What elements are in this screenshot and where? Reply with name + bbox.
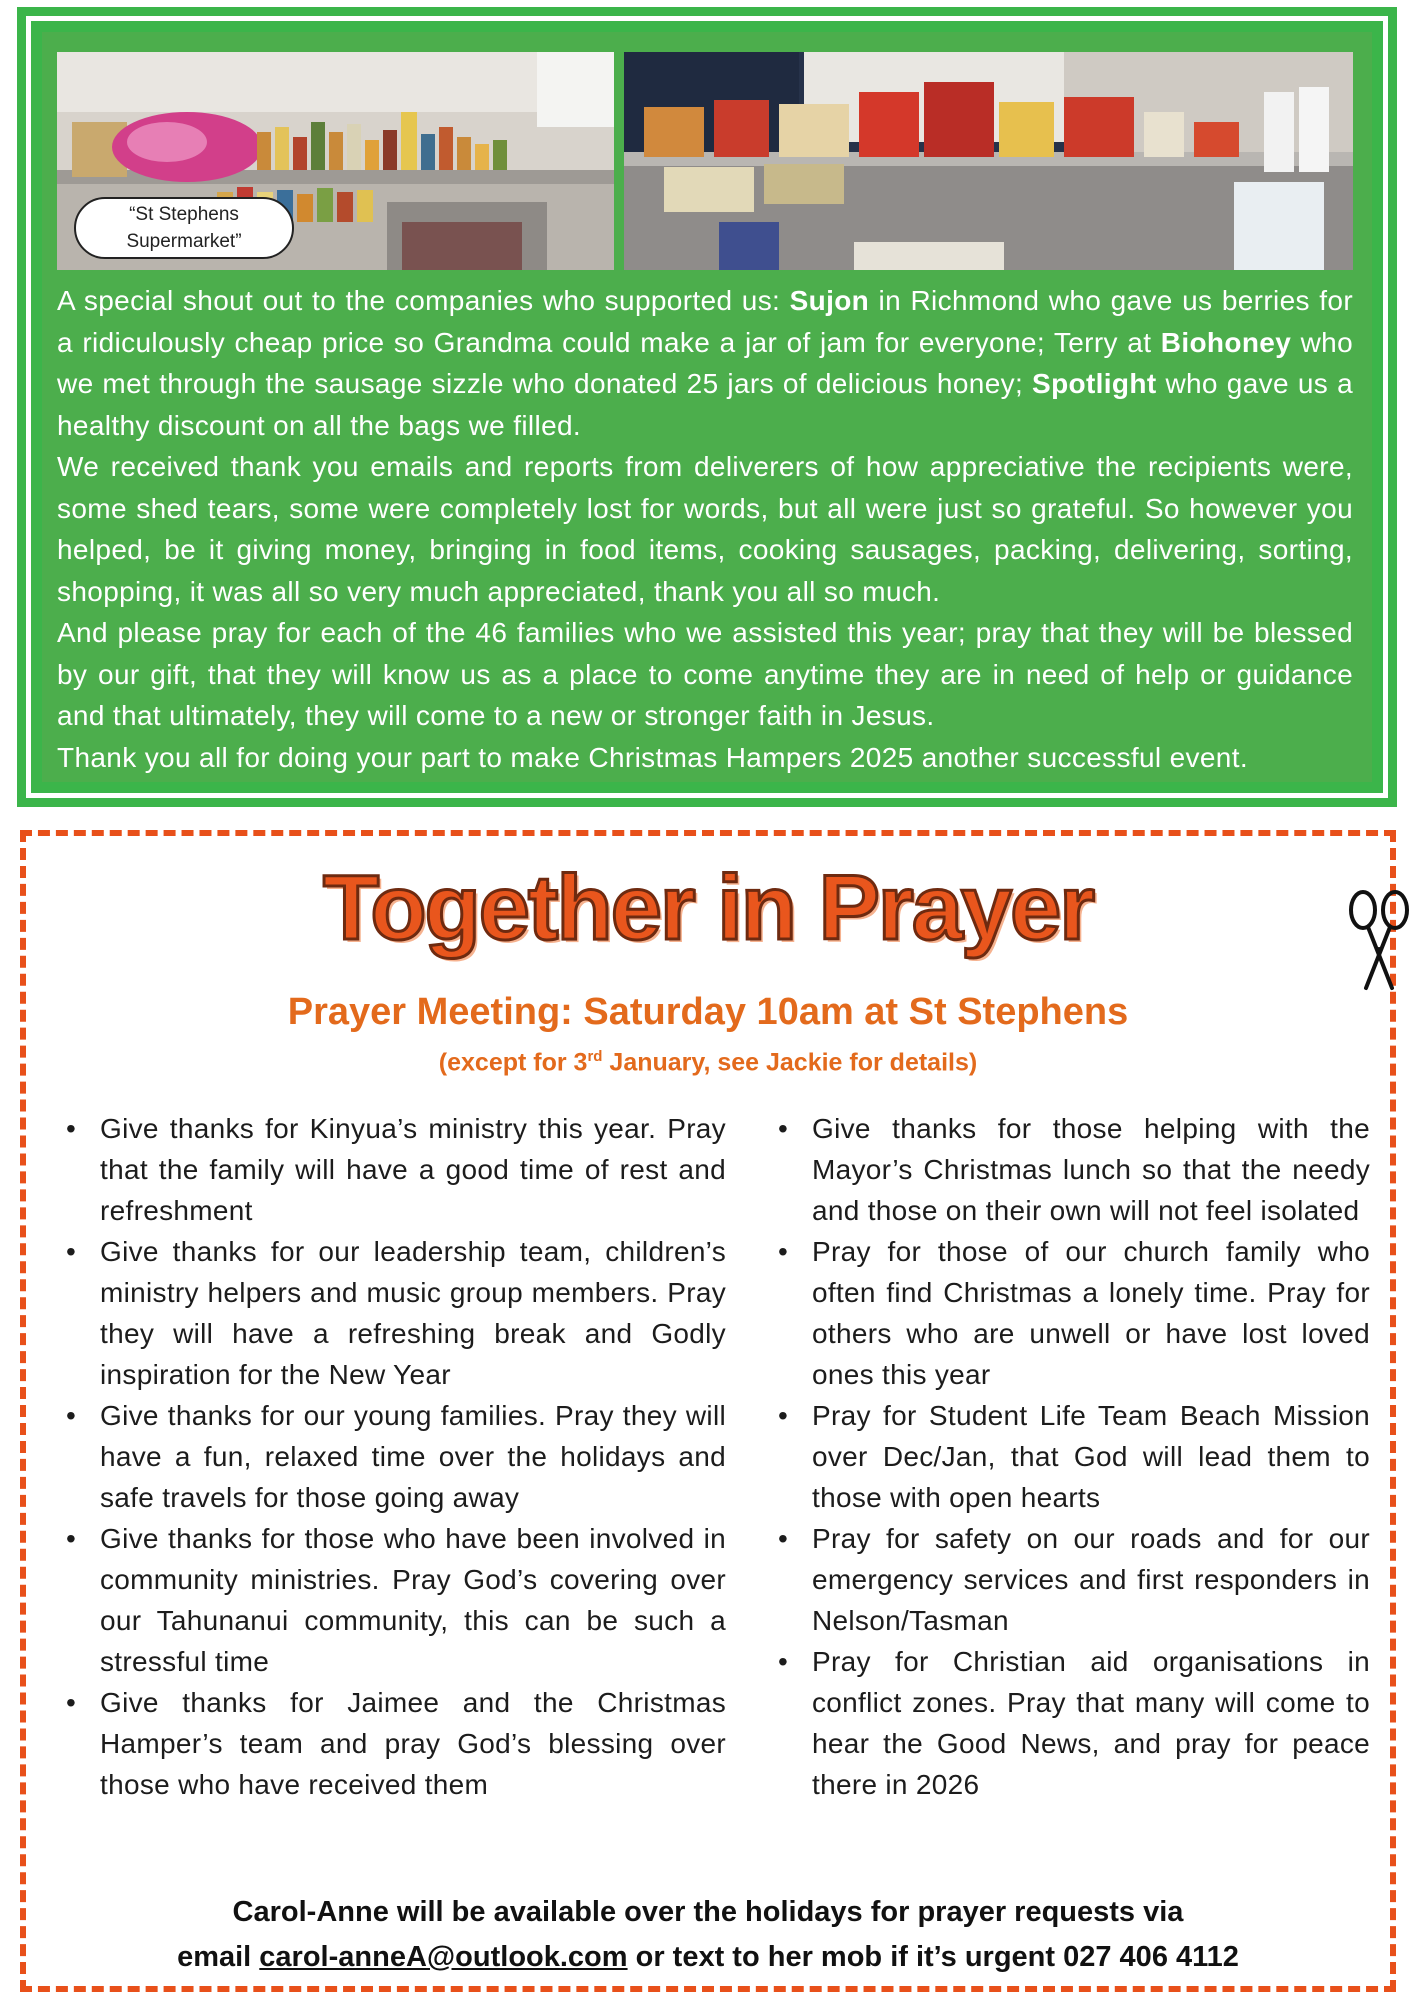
list-item-text: Give thanks for Jaimee and the Christmas Hamper’s team and pray God’s blessing over those who have received them xyxy=(100,1687,726,1800)
list-item-text: Pray for those of our church family who often find Christmas a lonely time. Pray for others who are unwell or have lost loved ones this year xyxy=(812,1236,1370,1390)
except-text-a: (except for 3 xyxy=(438,1048,588,1077)
prayer-section xyxy=(20,830,1396,1992)
supermarket-photo-right xyxy=(624,52,1353,270)
bullet-icon: • xyxy=(66,1523,77,1554)
bullet-icon: • xyxy=(778,1646,789,1677)
bullet-icon: • xyxy=(778,1236,789,1267)
spotlight-name: Spotlight xyxy=(1032,368,1157,399)
caption-line-1: “St Stephens xyxy=(129,204,239,225)
hampers-paragraph-2: We received thank you emails and reports from deliverers of how appreciative the recipients were, some shed tears, some were completely lost for words, but all were just so grateful. So however you helped, be it giving money, bringing in food items, cooking sausages, packing, delivering, sorting, shopping, it was all so very much appreciated, thank you all so much. xyxy=(57,451,1353,607)
list-item xyxy=(776,1231,1370,1395)
list-item xyxy=(64,1231,726,1395)
list-item xyxy=(776,1108,1370,1231)
bullet-icon: • xyxy=(778,1523,789,1554)
prayer-footer xyxy=(26,1890,1390,1980)
email-link[interactable]: carol-anneA@outlook.com xyxy=(259,1941,628,1973)
bullet-icon: • xyxy=(66,1400,77,1431)
bullet-icon: • xyxy=(778,1400,789,1431)
bullet-icon: • xyxy=(66,1687,77,1718)
list-item xyxy=(776,1395,1370,1518)
footer-line-2 xyxy=(26,1935,1390,1980)
list-item-text: Give thanks for those who have been involved in community ministries. Pray God’s covering over our Tahunanui community, this can be such a stressful time xyxy=(100,1523,726,1677)
photo-caption xyxy=(74,197,294,259)
hampers-text xyxy=(57,280,1353,778)
list-item-text: Give thanks for those helping with the Mayor’s Christmas lunch so that the needy and those on their own will not feel isolated xyxy=(812,1113,1370,1226)
list-item xyxy=(776,1641,1370,1805)
list-item-text: Give thanks for Kinyua’s ministry this year. Pray that the family will have a good time of rest and refreshment xyxy=(100,1113,726,1226)
hampers-panel xyxy=(42,32,1372,782)
list-item xyxy=(64,1682,726,1805)
hampers-section xyxy=(17,7,1397,807)
scissors-icon xyxy=(1346,888,1412,992)
list-item-text: Pray for Christian aid organisations in conflict zones. Pray that many will come to hear the Good News, and pray for peace there in 2026 xyxy=(812,1646,1370,1800)
prayer-meeting-heading: Prayer Meeting: Saturday 10am at St Stephens xyxy=(287,991,1129,1033)
sujon-name: Sujon xyxy=(789,285,870,316)
footer-line-1: Carol-Anne will be available over the holidays for prayer requests via xyxy=(232,1896,1184,1928)
except-superscript: rd xyxy=(587,1048,603,1065)
list-item xyxy=(64,1518,726,1682)
list-item-text: Pray for safety on our roads and for our emergency services and first responders in Nelson/Tasman xyxy=(812,1523,1370,1636)
p1-text-a: A special shout out to the companies who supported us: xyxy=(57,285,790,316)
bullet-icon: • xyxy=(66,1236,77,1267)
list-item xyxy=(776,1518,1370,1641)
caption-line-2: Supermarket” xyxy=(126,231,242,252)
bullet-icon: • xyxy=(778,1113,789,1144)
prayer-meeting-exception xyxy=(26,1040,1390,1079)
list-item-text: Pray for Student Life Team Beach Mission over Dec/Jan, that God will lead them to those with open hearts xyxy=(812,1400,1370,1513)
except-text-b: January, see Jackie for details) xyxy=(602,1048,978,1077)
hampers-paragraph-4: Thank you all for doing your part to make Christmas Hampers 2025 another successful event. xyxy=(57,741,1248,773)
bullet-icon: • xyxy=(66,1113,77,1144)
p1-text-d: who gave us a healthy discount on all the bags we filled. xyxy=(57,368,1353,441)
supermarket-photo-left xyxy=(57,52,614,270)
prayer-list-right xyxy=(776,1108,1370,1805)
list-item xyxy=(64,1108,726,1231)
hampers-paragraph-3: And please pray for each of the 46 families who we assisted this year; pray that they will be blessed by our gift, that they will know us as a place to come anytime they are in need of help or guidance and that ultimately, they will come to a new or stronger faith in Jesus. xyxy=(57,617,1353,731)
list-item xyxy=(64,1395,726,1518)
list-item-text: Give thanks for our young families. Pray they will have a fun, relaxed time over the holidays and safe travels for those going away xyxy=(100,1400,726,1513)
footer-text-a: email xyxy=(177,1941,260,1973)
prayer-list-left xyxy=(64,1108,726,1805)
footer-text-b: or text to her mob if it’s urgent 027 406 4112 xyxy=(627,1941,1239,1973)
prayer-title: Together in Prayer xyxy=(322,857,1094,959)
biohoney-name: Biohoney xyxy=(1160,326,1292,358)
p1-text-c: who we met through the sausage sizzle who donated 25 jars of delicious honey; xyxy=(57,326,1353,399)
p1-text-b: in Richmond who gave us berries for a ridiculously cheap price so Grandma could make a jar of jam for everyone; Terry at xyxy=(57,285,1354,358)
hampers-paragraph-1 xyxy=(57,280,1353,446)
list-item-text: Give thanks for our leadership team, children’s ministry helpers and music group members. Pray they will have a refreshing break and Godly inspiration for the New Year xyxy=(100,1236,726,1390)
